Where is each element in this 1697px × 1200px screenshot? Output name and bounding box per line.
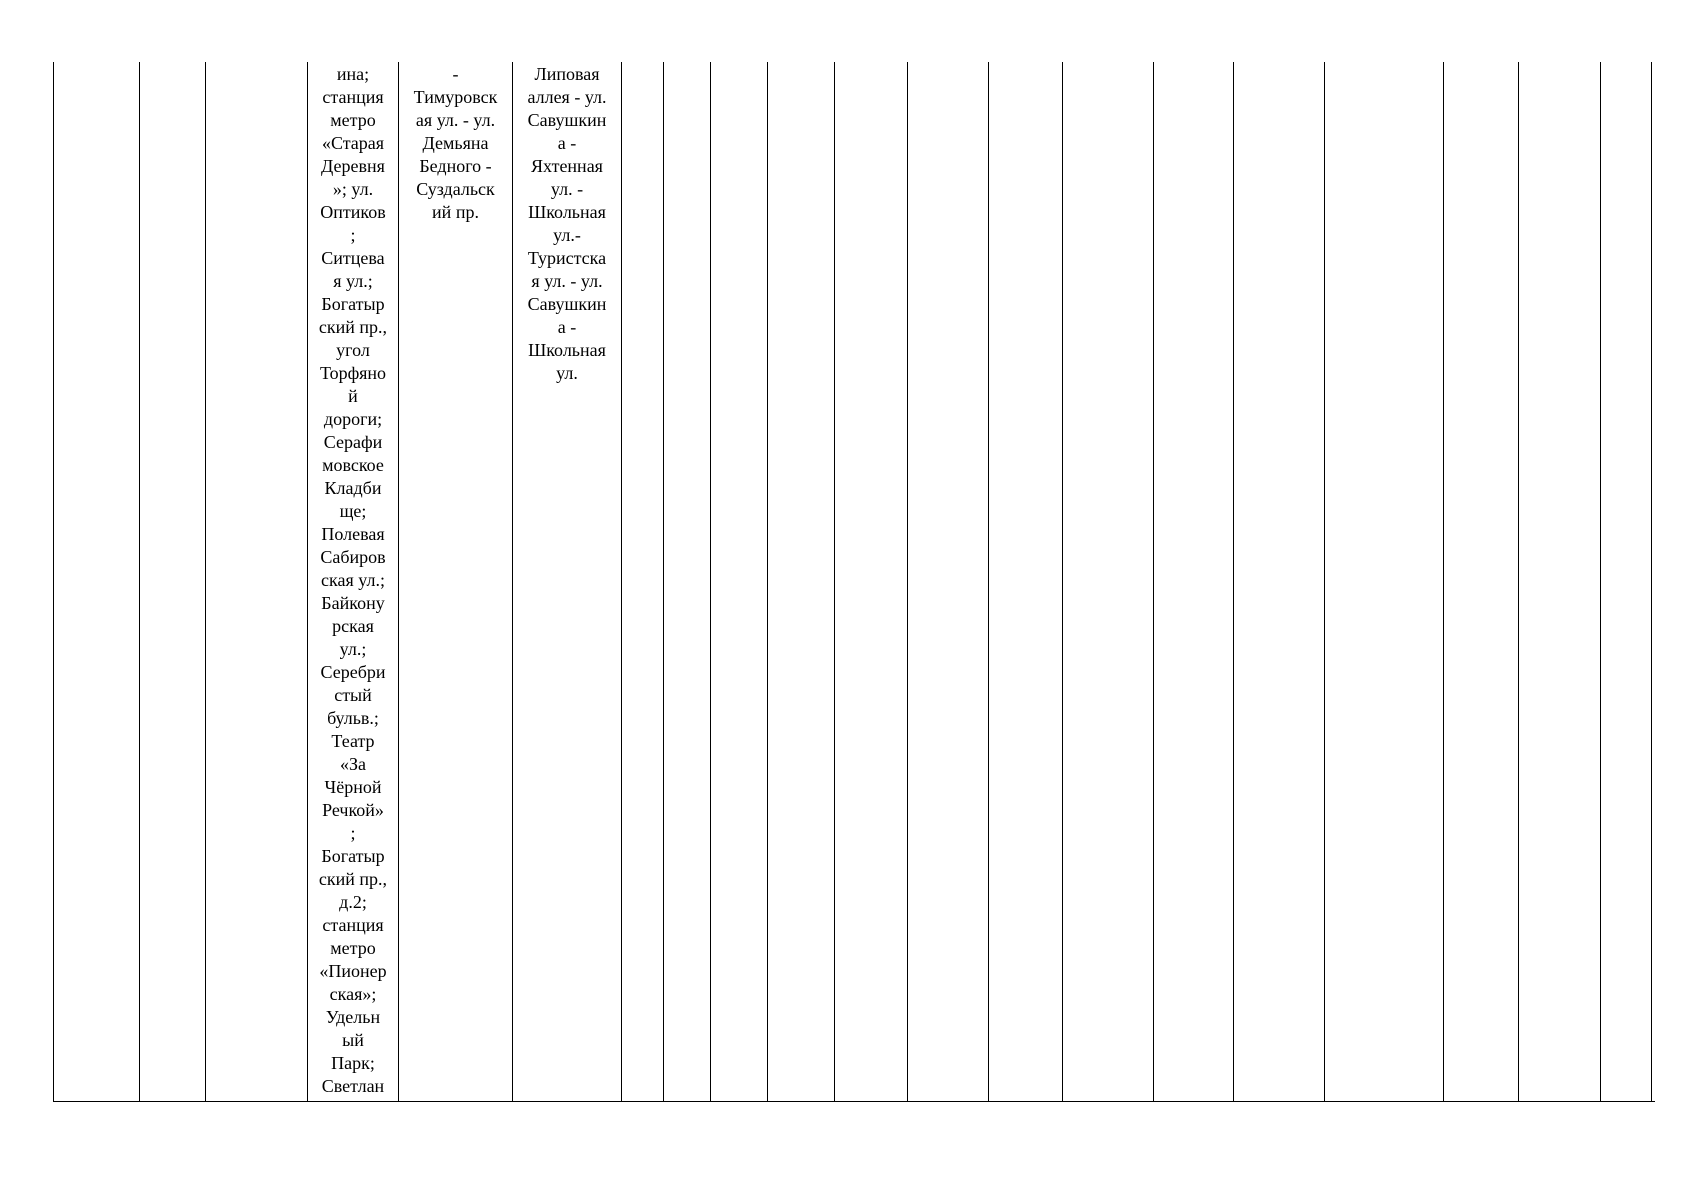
column-divider — [1518, 62, 1519, 1102]
table-border-bottom — [53, 1101, 1655, 1102]
column-divider — [1324, 62, 1325, 1102]
column-divider — [767, 62, 768, 1102]
column-divider — [663, 62, 664, 1102]
column-divider — [139, 62, 140, 1102]
column-divider — [988, 62, 989, 1102]
cell-route-backward: Липовая аллея - ул. Савушкин а - Яхтенная ул. - Школьная ул.- Туристска я ул. - ул. Савушкин а - Школьная ул. — [527, 64, 607, 383]
column-divider — [1153, 62, 1154, 1102]
cell-stops: ина; станция метро «Старая Деревня »; ул. Оптиков ; Ситцева я ул.; Богатыр ский пр., угол Торфяно й дороги; Серафи мовское Кладби ще; Полевая Сабиров ская ул.; Байкону рская ул.; Серебри стый бульв.; Театр «За Чёрной Речкой» ; Богатыр ский пр., д.2; станция метро «Пионер ская»; Удельн ый Парк; Светлан — [318, 64, 388, 1096]
column-divider — [621, 62, 622, 1102]
column-divider — [834, 62, 835, 1102]
column-divider — [1443, 62, 1444, 1102]
table-border-left — [53, 62, 54, 1102]
column-divider — [710, 62, 711, 1102]
column-divider — [1233, 62, 1234, 1102]
column-divider — [205, 62, 206, 1102]
column-divider — [907, 62, 908, 1102]
column-divider — [1062, 62, 1063, 1102]
table-border-right — [1651, 62, 1652, 1102]
cell-route-forward: - Тимуровск ая ул. - ул. Демьяна Бедного - Суздальск ий пр. — [413, 64, 498, 222]
column-divider — [1600, 62, 1601, 1102]
